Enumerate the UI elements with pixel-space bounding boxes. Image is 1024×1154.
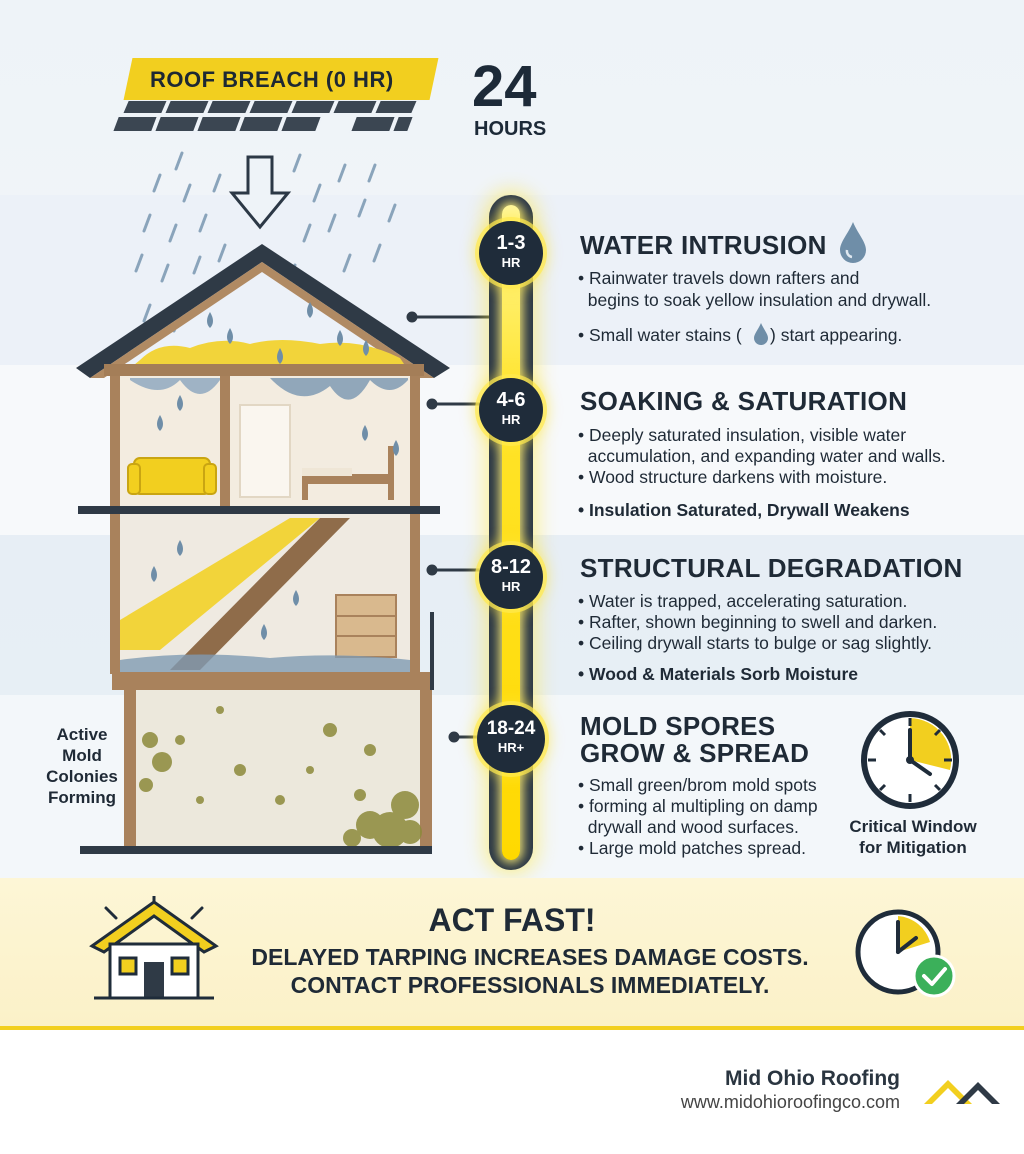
timeline-node-4	[477, 705, 545, 773]
stopwatch-icon	[858, 708, 962, 812]
timer-check-icon	[850, 904, 960, 1004]
timeline-node-2	[479, 378, 543, 442]
critical-line: for Mitigation	[859, 838, 967, 857]
node-time: 1-3	[496, 232, 526, 254]
node-unit: HR	[501, 255, 521, 270]
mold-label-line: Active	[56, 725, 108, 744]
stage-3-title: STRUCTURAL DEGRADATION	[580, 553, 963, 583]
stage-2-title: SOAKING & SATURATION	[580, 386, 908, 416]
mold-label-line: Forming	[48, 788, 116, 807]
node-time: 4-6	[496, 389, 526, 411]
stage-3-bullet: • Water is trapped, accelerating saturation.	[578, 591, 908, 611]
timeline-node-3	[479, 545, 543, 609]
stage-4-title: MOLD SPORES	[580, 711, 776, 741]
node-time: 8-12	[490, 556, 532, 578]
hours-number: 24	[472, 54, 537, 119]
stage-4-bullet: • forming al multipling on damp	[578, 796, 818, 816]
node-unit: HR	[501, 579, 521, 594]
house-cross-section	[70, 240, 450, 860]
stage-4-bullet: • Large mold patches spread.	[578, 838, 806, 858]
brand-logo-icon	[920, 1074, 1004, 1110]
brand-url[interactable]: www.midohioroofingco.com	[680, 1092, 900, 1112]
mold-label-line: Mold	[62, 746, 102, 765]
down-arrow-icon	[232, 157, 288, 227]
mold-colonies-label	[44, 724, 120, 808]
stage-1-bullet: ) start appearing.	[770, 325, 903, 345]
stage-3-highlight: • Wood & Materials Sorb Moisture	[578, 664, 858, 684]
node-unit: HR	[501, 412, 521, 427]
stage-2-highlight: • Insulation Saturated, Drywall Weakens	[578, 500, 910, 520]
stage-3-bullet: • Rafter, shown beginning to swell and darken.	[578, 612, 938, 632]
stage-1-title: WATER INTRUSION	[580, 230, 827, 260]
stage-4-bullet: • Small green/brom mold spots	[578, 775, 817, 795]
stage-4-bullet: drywall and wood surfaces.	[578, 817, 799, 837]
node-unit: HR+	[497, 740, 525, 755]
stage-1-bullet: • Small water stains (	[578, 325, 742, 345]
timeline-node-1	[479, 221, 543, 285]
act-fast-title: ACT FAST!	[428, 902, 596, 938]
stage-2-bullet: • Wood structure darkens with moisture.	[578, 467, 888, 487]
water-stain-icon	[753, 322, 769, 346]
mold-label-line: Colonies	[46, 767, 118, 786]
hours-word: HOURS	[474, 118, 547, 140]
stage-3-bullet: • Ceiling drywall starts to bulge or sag slightly.	[578, 633, 933, 653]
roof-breach-label: ROOF BREACH (0 HR)	[150, 67, 394, 92]
stage-1-bullet: • Rainwater travels down rafters and	[578, 268, 860, 288]
stage-2-bullet: accumulation, and expanding water and walls.	[578, 446, 946, 466]
critical-line: Critical Window	[849, 817, 977, 836]
stage-1-bullet: begins to soak yellow insulation and drywall.	[578, 290, 932, 310]
brand-name: Mid Ohio Roofing	[725, 1067, 900, 1090]
water-drop-icon	[836, 220, 870, 264]
critical-window-label	[838, 816, 988, 858]
roof-shingles-icon	[110, 100, 420, 140]
stage-4-title: GROW & SPREAD	[580, 738, 810, 768]
act-fast-line-1: DELAYED TARPING INCREASES DAMAGE COSTS.	[251, 944, 809, 970]
stage-2-bullet: • Deeply saturated insulation, visible water	[578, 425, 907, 445]
act-fast-line-2: CONTACT PROFESSIONALS IMMEDIATELY.	[290, 972, 770, 998]
node-time: 18-24	[486, 718, 536, 739]
